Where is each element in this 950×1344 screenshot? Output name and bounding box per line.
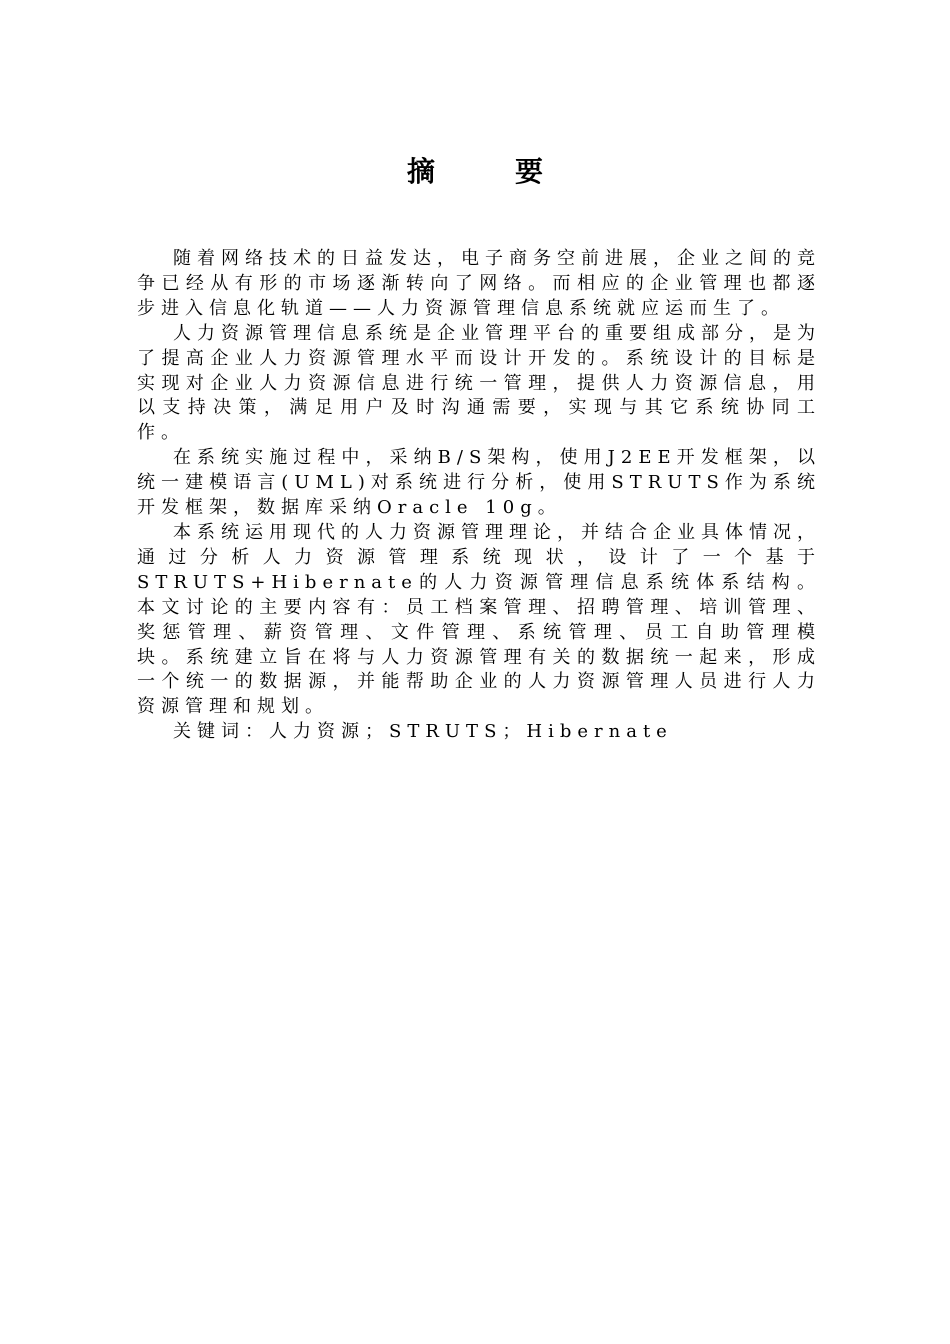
abstract-paragraph-3: 在系统实施过程中，采纳B/S架构，使用J2EE开发框架，以统一建模语言(UML)对系统进行分析，使用STRUTS作为系统开发框架，数据库采纳Oracle 10g。 [137, 447, 821, 519]
abstract-body [137, 247, 821, 745]
abstract-paragraph-4: 本系统运用现代的人力资源管理理论，并结合企业具体情况，通过分析人力资源管理系统现状，设计了一个基于STRUTS+Hibernate的人力资源管理信息系统体系结构。本文讨论的主要内容有：员工档案管理、招聘管理、培训管理、奖惩管理、薪资管理、文件管理、系统管理、员工自助管理模块。系统建立旨在将与人力资源管理有关的数据统一起来，形成一个统一的数据源，并能帮助企业的人力资源管理人员进行人力资源管理和规划。 [137, 521, 821, 718]
abstract-paragraph-2: 人力资源管理信息系统是企业管理平台的重要组成部分，是为了提高企业人力资源管理水平而设计开发的。系统设计的目标是实现对企业人力资源信息进行统一管理，提供人力资源信息，用以支持决策，满足用户及时沟通需要，实现与其它系统协同工作。 [137, 322, 821, 444]
keywords-line: 关键词：人力资源；STRUTS；Hibernate [173, 721, 673, 743]
page-title: 摘 要 [406, 155, 569, 188]
abstract-paragraph-1: 随着网络技术的日益发达，电子商务空前进展，企业之间的竞争已经从有形的市场逐渐转向了网络。而相应的企业管理也都逐步进入信息化轨道——人力资源管理信息系统就应运而生了。 [137, 248, 821, 319]
